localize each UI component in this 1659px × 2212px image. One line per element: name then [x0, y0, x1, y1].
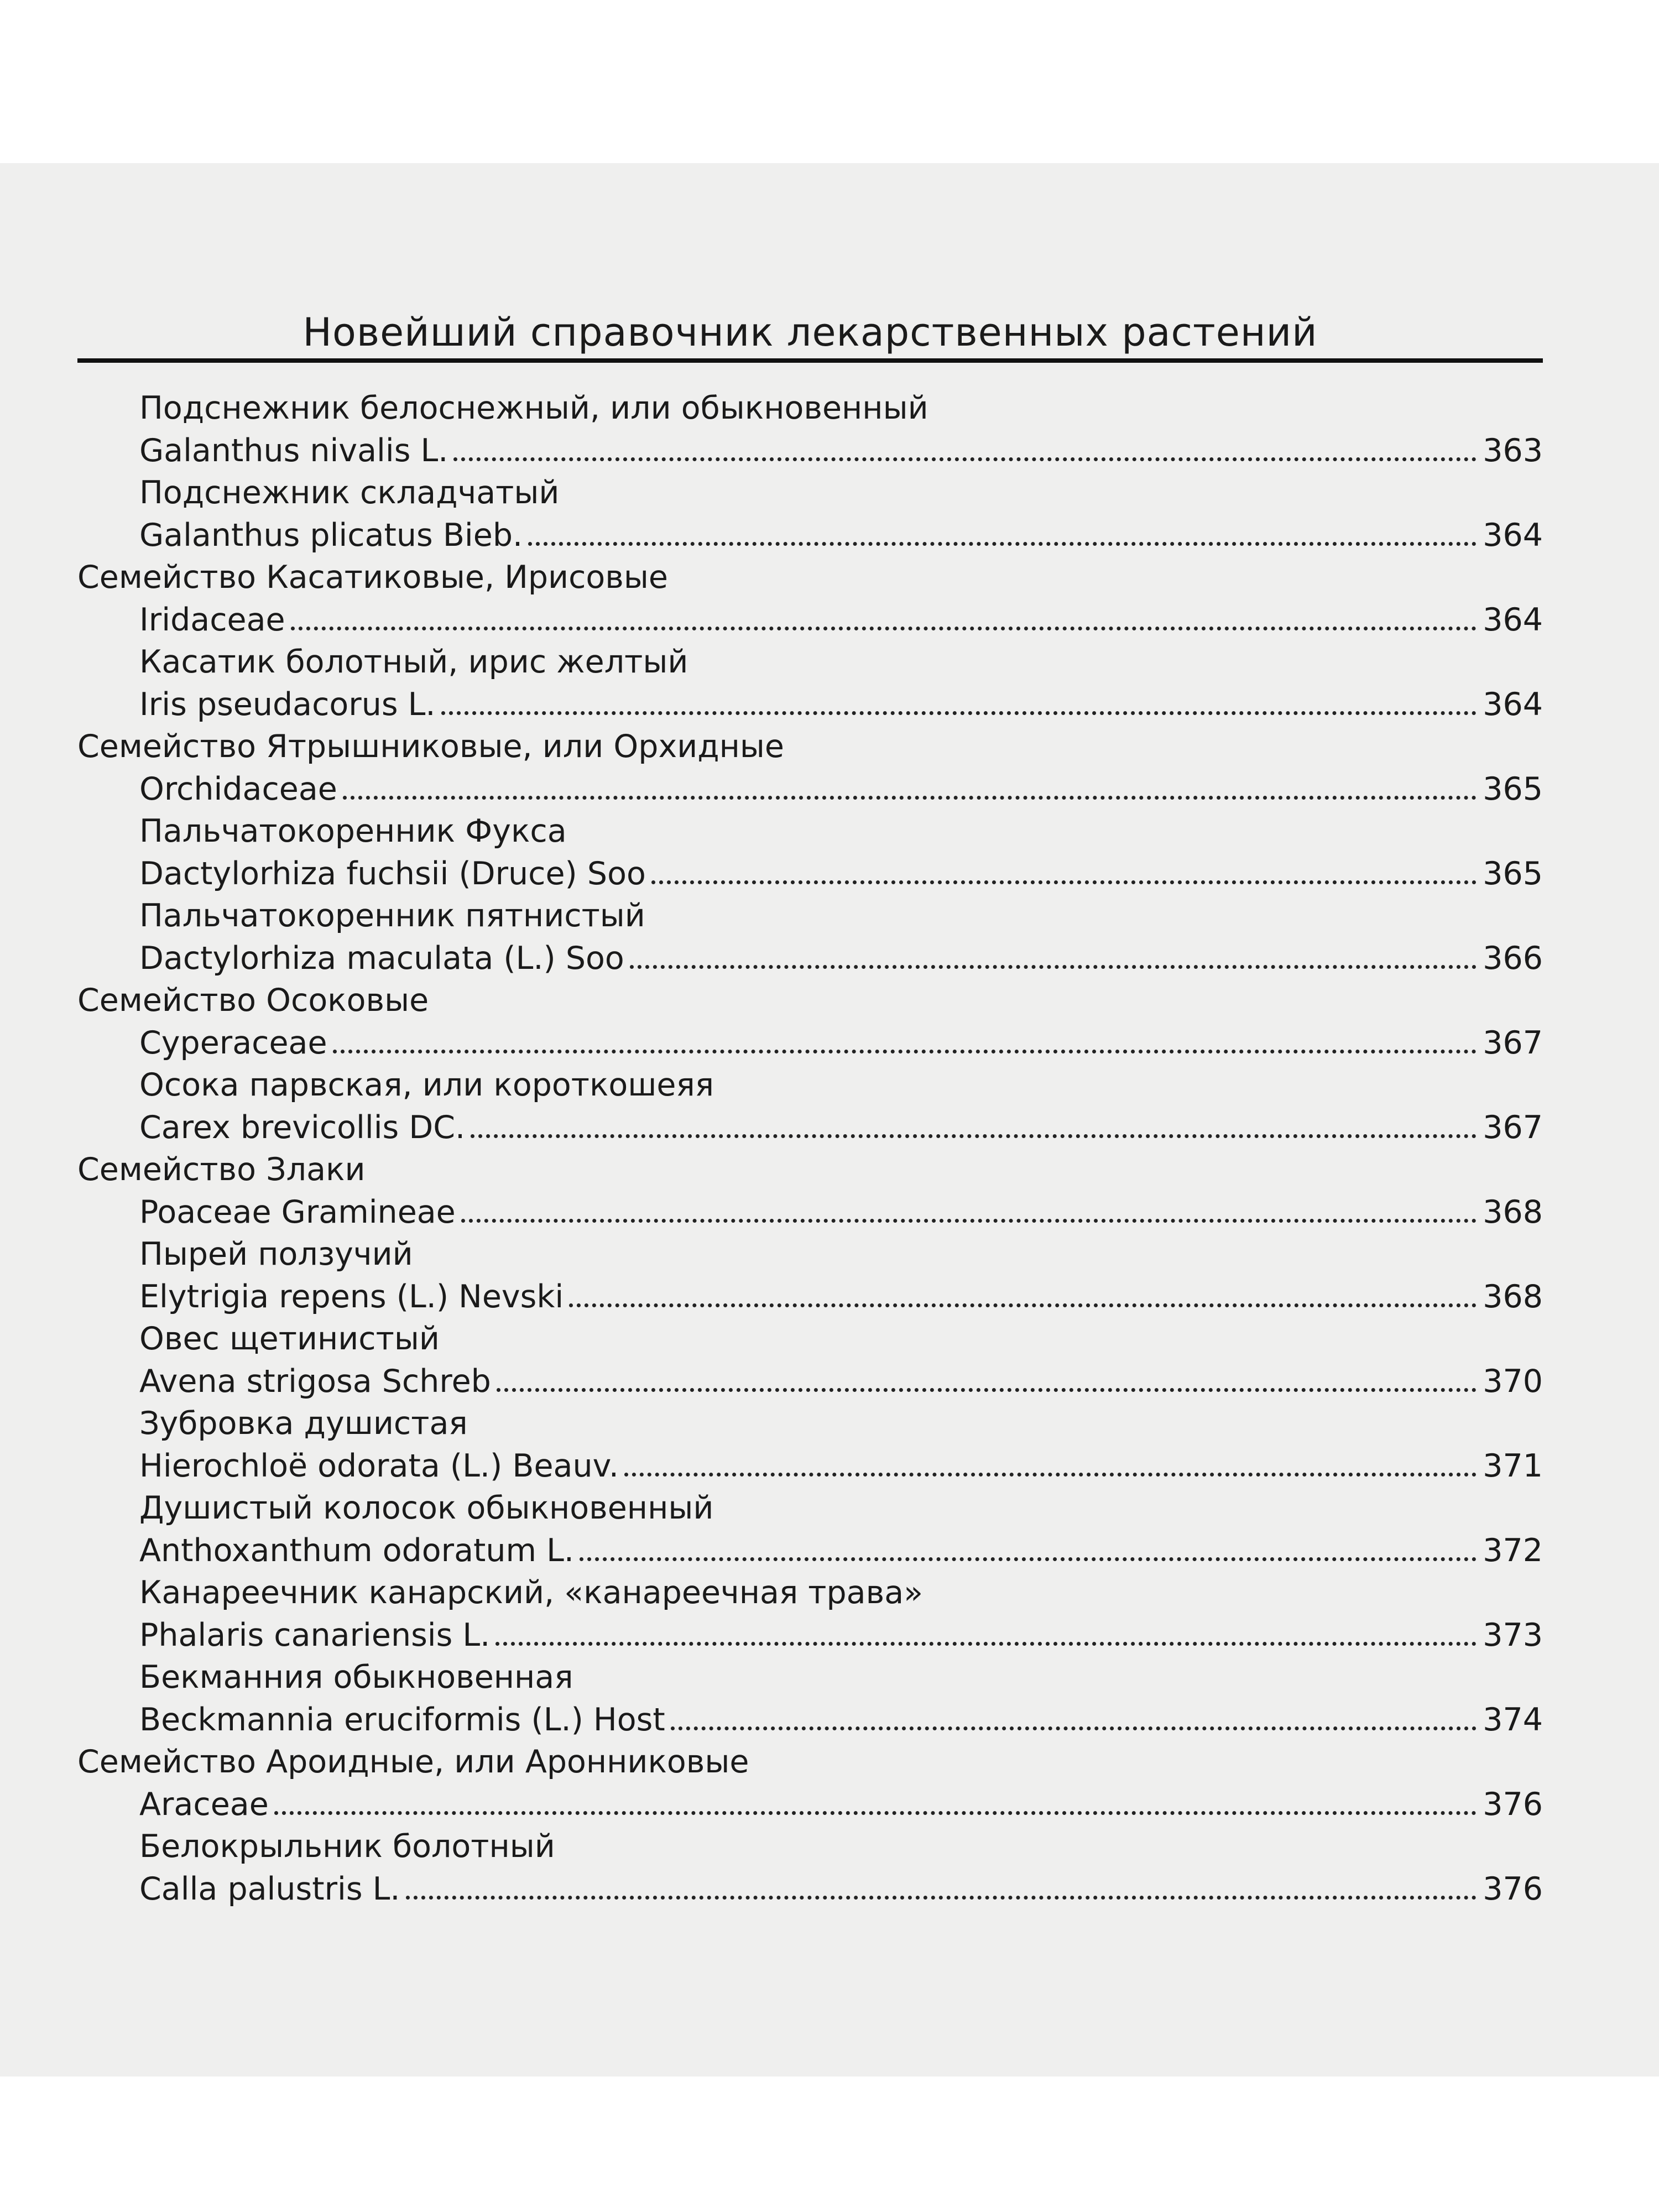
dot-leader	[471, 1134, 1477, 1138]
dot-leader	[671, 1726, 1477, 1730]
toc-entry	[77, 1530, 1543, 1572]
toc-entry-text: Hierochloë odorata (L.) Beauv.	[139, 1447, 619, 1484]
toc-entry-text: Anthoxanthum odoratum L.	[139, 1532, 575, 1569]
toc-entry	[77, 1614, 1543, 1657]
toc-entry-text: Iridaceae	[139, 601, 285, 638]
toc-entry	[77, 1487, 1543, 1530]
toc-entry-text: Семейство Касатиковые, Ирисовые	[77, 559, 668, 596]
toc-entry-text: Araceae	[139, 1786, 269, 1823]
toc-family-heading	[77, 1741, 1543, 1783]
toc-entry	[77, 1107, 1543, 1149]
toc-entry	[77, 430, 1543, 472]
toc-entry-text: Бекманния обыкновенная	[139, 1659, 573, 1695]
toc-entry-text: Carex brevicollis DC.	[139, 1109, 466, 1146]
toc-family-heading	[77, 556, 1543, 599]
dot-leader	[333, 1050, 1477, 1053]
dot-leader	[441, 711, 1477, 715]
dot-leader	[497, 1388, 1477, 1392]
toc-entry-text: Beckmannia eruciformis (L.) Host	[139, 1701, 665, 1738]
toc-entry	[77, 1783, 1543, 1826]
toc-family-heading	[77, 1149, 1543, 1191]
toc-entry	[77, 1233, 1543, 1276]
toc-family-heading	[77, 726, 1543, 768]
dot-leader	[528, 542, 1477, 546]
toc-entry-text: Семейство Злаки	[77, 1151, 366, 1188]
toc-entry-text: Avena strigosa Schreb	[139, 1363, 491, 1400]
toc-entry	[77, 1445, 1543, 1488]
toc-entry-text: Calla palustris L.	[139, 1870, 400, 1907]
toc-entry-text: Galanthus nivalis L.	[139, 432, 448, 469]
toc-entry	[77, 1360, 1543, 1403]
toc-entry	[77, 1276, 1543, 1318]
dot-leader	[461, 1219, 1477, 1223]
dot-leader	[274, 1811, 1477, 1815]
toc-entry-text: Семейство Ароидные, или Аронниковые	[77, 1744, 749, 1780]
toc-entry	[77, 1191, 1543, 1234]
toc-entry-text: Dactylorhiza fuchsii (Druce) Soo	[139, 855, 646, 892]
toc-page-number: 365	[1483, 770, 1543, 807]
toc-entry	[77, 937, 1543, 980]
toc-entry-text: Пальчатокоренник пятнистый	[139, 898, 645, 934]
book-title: Новейший справочник лекарственных растений	[302, 310, 1318, 355]
toc-entry-text: Пырей ползучий	[139, 1236, 413, 1272]
toc-entry-text: Phalaris canariensis L.	[139, 1616, 491, 1653]
toc-entry-text: Касатик болотный, ирис желтый	[139, 644, 688, 680]
toc-entry	[77, 1825, 1543, 1868]
toc-entry-text: Подснежник складчатый	[139, 474, 560, 511]
toc-entry	[77, 1318, 1543, 1360]
header-rule	[77, 358, 1543, 363]
toc-entry	[77, 1064, 1543, 1107]
dot-leader	[453, 457, 1477, 461]
toc-entry	[77, 1402, 1543, 1445]
dot-leader	[569, 1303, 1477, 1307]
toc-entry	[77, 853, 1543, 895]
toc-entry	[77, 472, 1543, 514]
dot-leader	[630, 965, 1477, 969]
toc-entry-text: Galanthus plicatus Bieb.	[139, 517, 523, 554]
toc-page-number: 365	[1483, 855, 1543, 892]
toc-entry-text: Пальчатокоренник Фукса	[139, 813, 567, 849]
toc-page-number: 376	[1483, 1786, 1543, 1823]
toc-page-number: 374	[1483, 1701, 1543, 1738]
dot-leader	[651, 880, 1477, 884]
toc-page-number: 367	[1483, 1109, 1543, 1146]
toc-page-number: 363	[1483, 432, 1543, 469]
toc-entry	[77, 599, 1543, 641]
toc-entry-text: Зубровка душистая	[139, 1405, 468, 1442]
toc-entry-text: Душистый колосок обыкновенный	[139, 1490, 714, 1526]
toc-entry-text: Poaceae Gramineae	[139, 1193, 456, 1230]
toc-page-number: 372	[1483, 1532, 1543, 1569]
toc-page-number: 364	[1483, 601, 1543, 638]
table-of-contents	[77, 387, 1543, 1910]
dot-leader	[343, 796, 1477, 800]
toc-entry	[77, 895, 1543, 937]
toc-entry-text: Подснежник белоснежный, или обыкновенный	[139, 390, 928, 426]
toc-entry-text: Семейство Ятрышниковые, или Орхидные	[77, 728, 784, 765]
toc-page-number: 364	[1483, 686, 1543, 723]
toc-entry-text: Elytrigia repens (L.) Nevski	[139, 1278, 564, 1315]
toc-entry-text: Белокрыльник болотный	[139, 1828, 555, 1865]
toc-page-number: 366	[1483, 940, 1543, 977]
toc-entry-text: Orchidaceae	[139, 770, 337, 807]
dot-leader	[495, 1642, 1477, 1646]
toc-entry-text: Семейство Осоковые	[77, 982, 429, 1019]
toc-entry-text: Iris pseudacorus L.	[139, 686, 436, 723]
toc-entry	[77, 641, 1543, 684]
toc-entry	[77, 1868, 1543, 1911]
toc-entry	[77, 1572, 1543, 1614]
toc-page-number: 368	[1483, 1278, 1543, 1315]
toc-entry-text: Cyperaceae	[139, 1024, 327, 1061]
toc-page-number: 371	[1483, 1447, 1543, 1484]
toc-page-number: 368	[1483, 1193, 1543, 1230]
toc-entry	[77, 1699, 1543, 1741]
running-header	[77, 310, 1543, 355]
toc-entry	[77, 684, 1543, 726]
toc-page-number: 370	[1483, 1363, 1543, 1400]
toc-entry-text: Канареечник канарский, «канареечная трава»	[139, 1574, 924, 1611]
toc-entry	[77, 1656, 1543, 1699]
toc-entry	[77, 810, 1543, 853]
toc-entry-text: Овес щетинистый	[139, 1321, 440, 1357]
toc-page-number: 367	[1483, 1024, 1543, 1061]
dot-leader	[624, 1473, 1477, 1477]
toc-page-number: 373	[1483, 1616, 1543, 1653]
toc-entry-text: Осока парвская, или короткошеяя	[139, 1067, 714, 1103]
toc-entry-text: Dactylorhiza maculata (L.) Soo	[139, 940, 624, 977]
toc-entry	[77, 768, 1543, 811]
toc-entry	[77, 387, 1543, 430]
toc-entry	[77, 514, 1543, 557]
toc-family-heading	[77, 979, 1543, 1022]
toc-entry	[77, 1022, 1543, 1065]
toc-page-number: 376	[1483, 1870, 1543, 1907]
dot-leader	[406, 1896, 1477, 1900]
toc-page-number: 364	[1483, 517, 1543, 554]
dot-leader	[291, 627, 1477, 630]
dot-leader	[580, 1557, 1477, 1561]
